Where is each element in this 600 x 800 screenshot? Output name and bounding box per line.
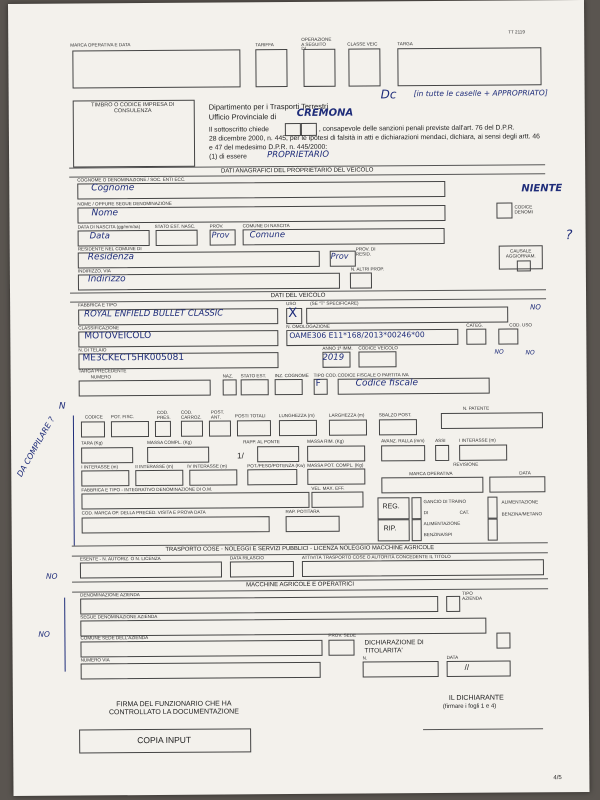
hw-no-cat: NO (494, 348, 504, 356)
i-interasse2-label: I INTERASSE (m) (81, 464, 119, 470)
causale-inner-box[interactable] (517, 260, 531, 271)
categoria-label: CATEG. (466, 322, 484, 328)
denominazione-label: DENOMINAZIONE AZIENDA (80, 592, 140, 598)
esente-field[interactable] (80, 562, 222, 579)
data-rilascio-label: DATA RILASCIO (229, 555, 264, 561)
n-label: N. (362, 655, 368, 661)
classe-veic-box[interactable] (348, 48, 380, 86)
stato-est-label: STATO EST. (240, 373, 267, 379)
vel-max-label: VEL. MAX. EFF. (311, 485, 345, 491)
slash-mark: 1/ (237, 451, 244, 461)
prov-sede-field[interactable] (328, 640, 354, 656)
massa-pot-label: MASSA POT. COMPL. (Kg) (307, 462, 364, 468)
codice-denomi-label: CODICE DENOMI (514, 204, 533, 215)
form-code: TT 2119 (508, 29, 525, 35)
hw-fabbrica: ROYAL ENFIELD BULLET CLASSIC (84, 308, 224, 320)
pot-fisc-field[interactable] (111, 421, 149, 437)
hw-prov: Prov (211, 230, 230, 240)
tipo-azienda-box[interactable] (446, 596, 460, 612)
col-cod-carroz: COD. CARROZ. (180, 409, 202, 420)
data-macch-field[interactable] (447, 661, 511, 677)
reg-label: REG. (382, 503, 400, 511)
hw-telaio: ME3CKECT5HK005081 (82, 352, 185, 364)
codice-veicolo-field[interactable] (358, 351, 396, 367)
iv-interasse-label: IV INTERASSE (m) (187, 463, 228, 469)
hw-no-uso: NO (525, 349, 535, 357)
alim-box[interactable] (412, 519, 422, 541)
dichiarazione-label: DICHIARAZIONE DI TITOLARITA' (364, 639, 424, 655)
cod-carroz-field[interactable] (181, 421, 203, 437)
pot-peso-field[interactable] (247, 469, 297, 485)
rap-potitara-field[interactable] (286, 516, 340, 532)
hw-nome: Nome (91, 208, 119, 219)
marca-operativa-label: MARCA OPERATIVA E DATA (70, 42, 131, 48)
decl-2: 28 dicembre 2000, n. 445, per le ipotesi di falsità in atti e dichiarazioni mendaci, dichiara, ai sensi degli artt. 46 (208, 133, 540, 143)
data-slash: // (464, 662, 470, 672)
page-number: 4/5 (553, 775, 562, 782)
hw-da-compilare: DA COMPILARE ? (15, 415, 57, 479)
segue-denominazione-label: SEGUE DENOMINAZIONE AZIENDA (80, 613, 158, 620)
col-lunghezza: LUNGHEZZA (m) (278, 412, 315, 419)
fabbrica-integrativo-label: FABBRICA E TIPO - INTEGRATIVO DENOMINAZIONE DI O.M. (81, 486, 213, 493)
numero-via-field[interactable] (81, 662, 321, 680)
col-pot-fisc: POT. FISC. (110, 414, 135, 420)
firmare-note: (firmare i fogli 1 e 4) (442, 703, 497, 710)
tipo-cod-label: TIPO COD. (313, 372, 338, 378)
codice-fiscale-label: CODICE FISCALE O PARTITA IVA (337, 372, 409, 378)
naz-field[interactable] (223, 379, 237, 395)
telaio-label: N. DI TELAIO (78, 347, 107, 353)
rapp-ponte-field[interactable] (257, 446, 299, 462)
prov-resid-label: PROV. DI RESID. (355, 246, 376, 257)
attivita-field[interactable] (302, 559, 544, 577)
tariffa-label: TARIFFA (255, 42, 274, 48)
col-codice: CODICE (84, 414, 103, 420)
hw-tipo: F (315, 378, 321, 389)
section-trasporto: TRASPORTO COSE - NOLEGGI E SERVIZI PUBBLICI - LICENZA NOLEGGIO MACCHINE AGRICOLE (165, 545, 435, 553)
col-sbalzo: SBALZO POST. (378, 412, 412, 418)
gancio-box[interactable] (411, 497, 421, 519)
benzina-label: BENZINA/SPI (423, 531, 453, 538)
fabbrica-label: FABBRICA E TIPO (78, 302, 117, 308)
hw-note: [in tutte le caselle + APPROPRIATO] (413, 88, 548, 99)
iv-interasse-field[interactable] (189, 469, 237, 485)
lunghezza-field[interactable] (279, 420, 317, 436)
hw-uso: X (288, 305, 298, 322)
firma-dichiarante-line[interactable] (423, 728, 543, 730)
hw-no-specificare: NO (530, 303, 541, 312)
section-macchine: MACCHINE AGRICOLE E OPERATRICI (246, 581, 355, 589)
rap-potitara-label: RAP. POTITARA (285, 508, 320, 515)
decl-1: Il sottoscritto chiede (208, 126, 269, 134)
decl-4: (1) di essere (209, 153, 247, 161)
brace (64, 598, 66, 672)
rapp-ponte-label: RAPP. AL PONTE (243, 439, 280, 445)
hw-cognome: Cognome (91, 183, 135, 194)
n-field[interactable] (363, 661, 439, 678)
i-interasse2-field[interactable] (81, 470, 129, 486)
data-label: DATA (519, 470, 531, 476)
benzina-metano-label: BENZINA/METANO (501, 511, 543, 517)
massa-compl-field[interactable] (147, 447, 209, 463)
hw-data: Data (89, 231, 110, 242)
ii-interasse-label: II INTERASSE (m) (135, 463, 174, 470)
denominazione-field[interactable] (80, 596, 438, 614)
benz-metano-box[interactable] (488, 519, 498, 541)
col-cod-pres: COD. PRES. (156, 409, 171, 420)
stato-nasc-field[interactable] (156, 230, 198, 246)
firma-funzionario: FIRMA DEL FUNZIONARIO CHE HA CONTROLLATO LA DOCUMENTAZIONE (108, 700, 239, 717)
n-altri-field[interactable] (350, 272, 372, 288)
decl-1b: , consapevole delle sanzioni penali previste dall'art. 76 del D.P.R. (318, 124, 515, 133)
hw-anno: 2019 (322, 352, 345, 363)
massa-rim-label: MASSA RIM. (Kg) (307, 438, 344, 444)
hw-indirizzo: Indirizzo (87, 274, 126, 285)
specificare-label: (SE "T" SPECIFICARE) (310, 300, 359, 306)
avanz-ralla-field[interactable] (381, 445, 425, 461)
cod-pres-field[interactable] (155, 421, 171, 437)
marca-operativa-box[interactable] (72, 49, 240, 88)
copia-input: COPIA INPUT (137, 734, 192, 746)
hw-no-trasporto: NO (45, 571, 58, 581)
numero-via-label: NUMERO VIA (80, 657, 110, 663)
prov-label: PROV. (209, 223, 224, 229)
categoria-field[interactable] (466, 329, 486, 345)
cognome-label: COGNOME O DENOMINAZIONE / SOC. ENTI ECC. (77, 176, 186, 183)
brace (73, 416, 75, 546)
rip-label: RIP. (383, 525, 397, 533)
n-patente-label: N. PATENTE (462, 405, 490, 411)
col-larghezza: LARGHEZZA (m) (328, 412, 365, 418)
hw-n: N (58, 401, 66, 412)
dipartimento: Dipartimento per i Trasporti Terrestri (208, 101, 329, 112)
targa-prec-label: TARGA PRECEDENTE (78, 368, 127, 374)
nome-field[interactable] (77, 205, 445, 224)
tipo-azienda-label: TIPO AZIENDA (462, 590, 483, 601)
codice-denomi-box[interactable] (496, 202, 512, 218)
codice-field[interactable] (81, 421, 105, 437)
via-label: INDIRIZZO, VIA (77, 268, 111, 274)
vel-max-field[interactable] (311, 492, 363, 508)
marca-operativa2-field[interactable] (381, 477, 483, 494)
fabbrica-integrativo-field[interactable] (81, 492, 309, 510)
cod-uso-label: COD. USO (509, 322, 532, 328)
targa-prec-field[interactable] (79, 380, 211, 397)
pot-peso-label: POT./PESO/POTENZA (Kw) (247, 462, 305, 469)
gancio-label: GANCIO DI TRAINO (423, 498, 467, 505)
hw-no-macchine: NO (38, 629, 50, 639)
i-interasse-field[interactable] (459, 445, 507, 461)
inz-cognome-field[interactable] (275, 379, 303, 395)
data-field[interactable] (489, 476, 545, 492)
section-veicolo: DATI DEL VEICOLO (270, 292, 326, 300)
omologazione-label: N. OMOLOGAZIONE (286, 323, 330, 330)
tara-label: TARA (Kg) (81, 440, 103, 446)
hw-omologazione: OAME306 E11*168/2013*00246*00 (289, 330, 425, 341)
prov-sede-label: PROV. SEDE (328, 632, 357, 638)
alimentazione-label: ALIMENTAZIONE (423, 520, 461, 527)
cod-marca-label: COD. MARCA OP. DELLA PRECED. VISITA E PROVA DATA (81, 509, 206, 516)
numero-label: NUMERO (90, 374, 112, 380)
assi-field[interactable] (435, 445, 449, 461)
data-nasc-label: DATA DI NASCITA (gg/mm/aa) (77, 224, 141, 230)
timbro-label: TIMBRO O CODICE IMPRESA DI CONSULENZA (91, 101, 175, 114)
col-post-ant: POST. ANT. (210, 409, 225, 420)
n-altri-label: N. ALTRI PROP. (350, 266, 385, 272)
hw-residenza: Residenza (87, 252, 134, 263)
posti-totali-field[interactable] (237, 420, 271, 436)
decl-3: e 47 del medesimo D.P.R. n. 445/2000: (208, 143, 328, 152)
dichiarazione-box[interactable] (496, 633, 510, 649)
operazione-box[interactable] (303, 49, 335, 87)
esente-label: ESENTE - N. AUTORIZ. O N. LICENZA (79, 555, 161, 562)
hw-essere: PROPRIETARIO (267, 149, 330, 161)
massa-rim-field[interactable] (307, 446, 365, 462)
inz-cognome-label: INZ. COGNOME (274, 372, 309, 379)
i-interasse-label: I INTERASSE (m) (459, 437, 496, 443)
segue-denominazione-field[interactable] (80, 618, 486, 637)
form-page (8, 0, 590, 796)
tariffa-box[interactable] (255, 49, 287, 87)
section-anagrafici: DATI ANAGRAFICI DEL PROPRIETARIO DEL VEICOLO (220, 167, 374, 175)
tara-field[interactable] (81, 447, 133, 463)
data-nasc-field[interactable] (78, 230, 150, 247)
hw-classificazione: MOTOVEICOLO (84, 331, 152, 342)
n-patente-field[interactable] (441, 412, 543, 429)
massa-pot-field[interactable] (307, 469, 365, 485)
cod-uso-field[interactable] (498, 328, 518, 344)
anno-label: ANNO 1ª IMM. (322, 345, 353, 351)
hw-city: CREMONA (296, 107, 354, 119)
ii-interasse-field[interactable] (135, 470, 183, 486)
comune-nasc-label: COMUNE DI NASCITA (242, 223, 290, 229)
operazione-label: OPERAZIONE A SEGUITO DI (301, 36, 332, 52)
targa-label: TARGA (397, 41, 413, 47)
data-macch-label: DATA (446, 654, 459, 660)
residente-label: RESIDENTE NEL COMUNE DI (77, 246, 142, 252)
nome-label: NOME / OPPURE SEGUE DENOMINAZIONE (77, 200, 172, 207)
stato-nasc-label: STATO EST. NASC. (154, 223, 196, 229)
comune-sede-field[interactable] (80, 640, 322, 658)
marca-operativa2-label: MARCA OPERATIVA (409, 470, 453, 477)
codice-veicolo-label: CODICE VEICOLO (358, 345, 399, 351)
hw-comune: Comune (249, 230, 286, 241)
specificare-field[interactable] (306, 307, 508, 324)
data-rilascio-field[interactable] (230, 561, 294, 577)
assi-label: ASSI (435, 437, 446, 444)
hw-codice-fiscale: Codice fiscale (355, 378, 419, 389)
comune-sede-label: COMUNE SEDE DELL'AZIENDA (80, 635, 149, 641)
stato-est-field[interactable] (241, 379, 269, 395)
hw-niente: NIENTE (521, 183, 563, 195)
causale-label: CAUSALE AGGIORNAM. (505, 248, 536, 259)
dichiarante-label: IL DICHIARANTE (448, 694, 504, 702)
di-label: DI (423, 510, 429, 516)
uso-label: USO (286, 300, 297, 307)
classe-veic-label: CLASSE VEIC (347, 41, 378, 47)
massa-compl-label: MASSA COMPL. (Kg) (147, 439, 192, 446)
larghezza-field[interactable] (329, 420, 367, 436)
cod-marca-field[interactable] (82, 516, 270, 533)
hw-dc: Dc (380, 87, 397, 102)
attivita-label: ATTIVITÀ TRASPORTO COSE O AUTORITÀ CONCEDENTE IL TITOLO (301, 553, 451, 560)
alim2-box[interactable] (487, 497, 497, 519)
col-posti-totali: POSTI TOTALI (234, 413, 266, 419)
targa-box[interactable] (397, 47, 541, 86)
hw-prov-resid: Prov (330, 251, 349, 261)
hw-question: ? (565, 228, 573, 244)
revisione-label: REVISIONE (453, 461, 479, 467)
cat-label: CAT. (459, 509, 470, 515)
avanz-ralla-label: AVANZ. RALLA (mm) (381, 438, 425, 444)
sbalzo-field[interactable] (379, 419, 417, 435)
ufficio: Ufficio Provinciale di (208, 112, 277, 122)
naz-label: NAZ. (222, 373, 234, 379)
post-ant-field[interactable] (209, 420, 231, 436)
alimentazione2-label: ALIMENTAZIONE (501, 499, 539, 505)
classificazione-label: CLASSIFICAZIONE (78, 325, 120, 331)
